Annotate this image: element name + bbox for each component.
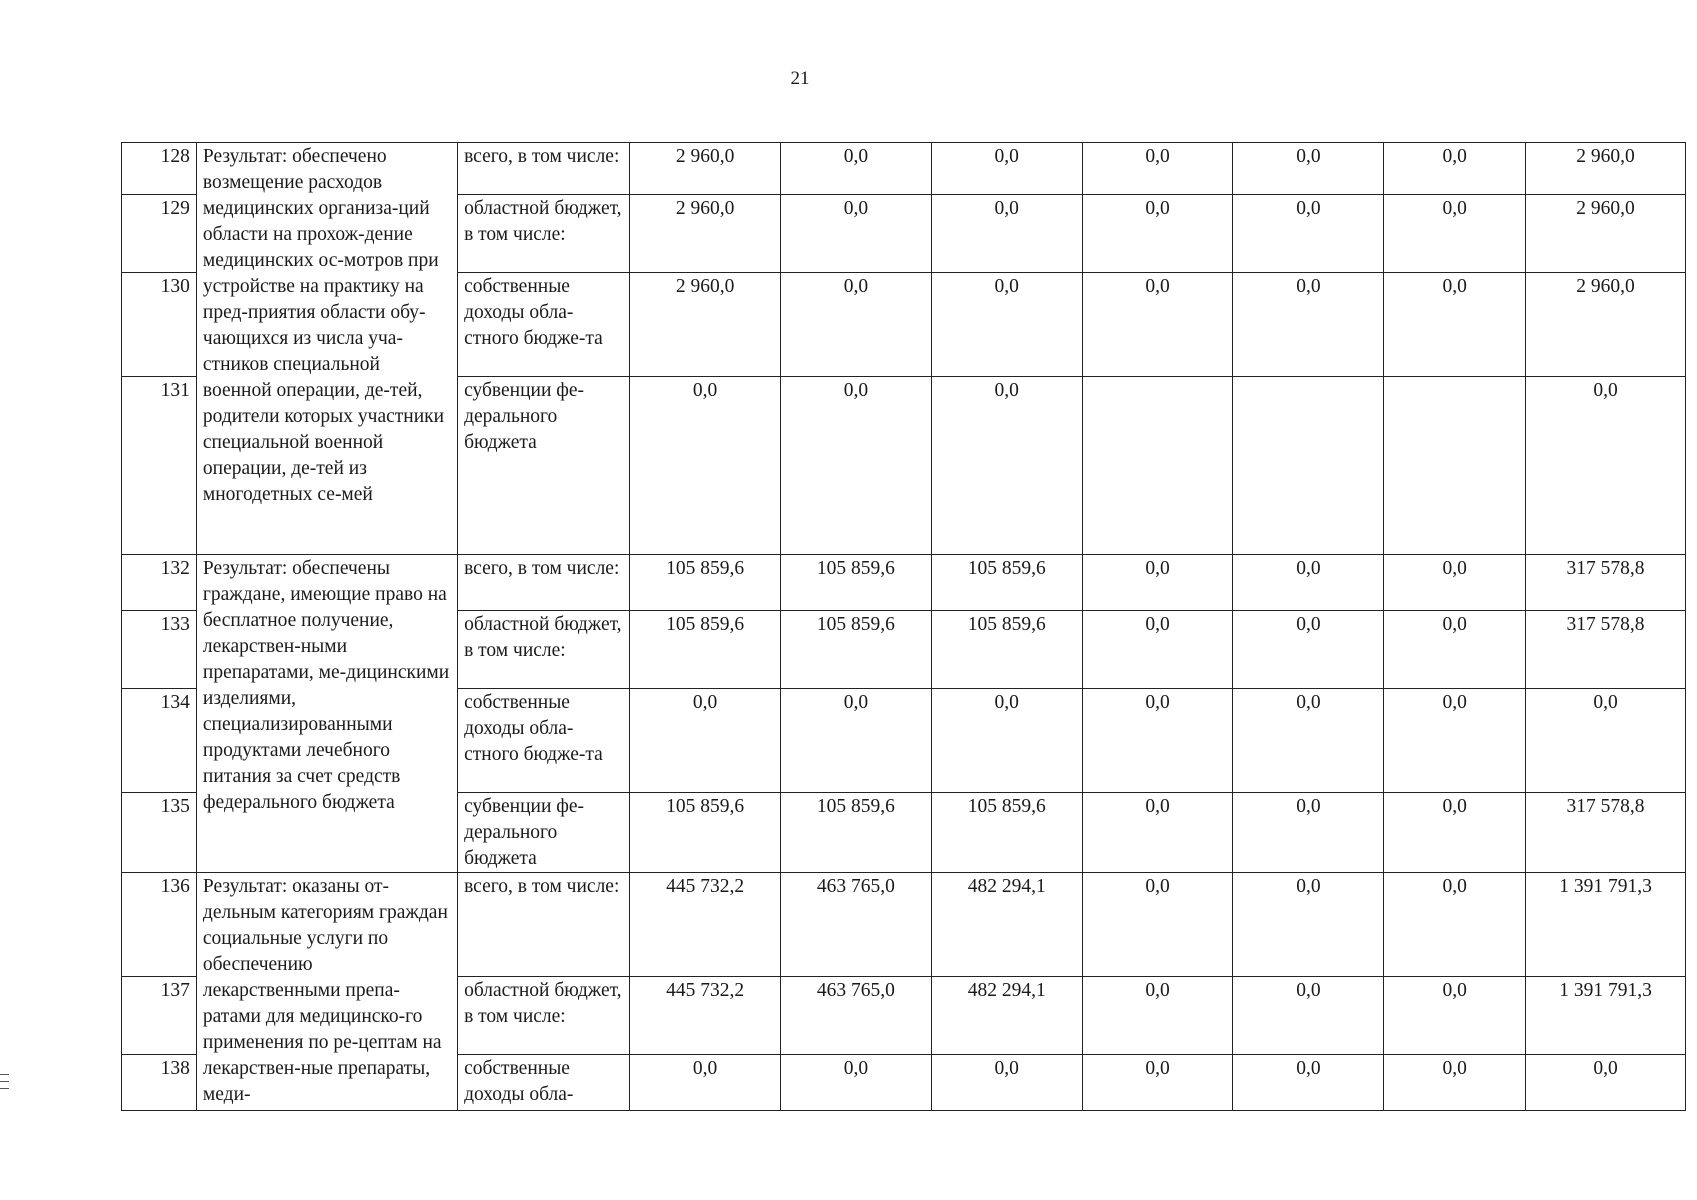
value-cell (1526, 793, 1686, 873)
value-text: 0,0 (1296, 276, 1321, 297)
value-cell (1082, 273, 1233, 377)
value-text: 445 732,2 (666, 980, 745, 1001)
value-text: 0,0 (1442, 276, 1467, 297)
value-text: 0,0 (692, 692, 718, 713)
value-cell (931, 793, 1082, 873)
table-row (122, 873, 1686, 977)
value-text: 0,0 (1442, 1058, 1467, 1079)
value-cell (1082, 793, 1233, 873)
value-cell (1082, 555, 1233, 611)
value-text: 0,0 (1145, 558, 1170, 579)
value-text: 105 859,6 (816, 614, 895, 635)
value-cell (780, 793, 931, 873)
value-text: 2 960,0 (675, 146, 735, 167)
value-text: 0,0 (1442, 876, 1467, 897)
value-cell (780, 377, 931, 555)
page-number: 21 (790, 68, 810, 89)
value-cell (1233, 1055, 1384, 1111)
value-cell (1082, 977, 1233, 1055)
row-number: 135 (122, 793, 197, 873)
value-cell (630, 873, 781, 977)
value-text: 0,0 (1593, 1058, 1618, 1079)
funding-source: всего, в том числе: (458, 873, 630, 977)
value-text: 463 765,0 (816, 980, 895, 1001)
value-text: 1 391 791,3 (1559, 980, 1652, 1001)
value-cell (931, 377, 1082, 555)
value-cell (630, 555, 781, 611)
value-text: 0,0 (1145, 198, 1170, 219)
value-cell (1384, 873, 1526, 977)
value-text: 0,0 (1145, 692, 1170, 713)
value-cell (630, 273, 781, 377)
value-text: 0,0 (843, 276, 869, 297)
funding-source: областной бюджет, в том числе: (458, 977, 630, 1055)
funding-source: областной бюджет, в том числе: (458, 195, 630, 273)
value-text: 0,0 (994, 198, 1019, 219)
value-text: 0,0 (1145, 276, 1170, 297)
value-cell (1526, 555, 1686, 611)
value-text: 0,0 (1296, 558, 1321, 579)
value-text: 0,0 (994, 692, 1019, 713)
value-cell (1082, 143, 1233, 195)
value-cell (1233, 977, 1384, 1055)
value-cell (1384, 977, 1526, 1055)
value-text: 0,0 (843, 692, 869, 713)
value-cell (1384, 273, 1526, 377)
value-text: 105 859,6 (666, 614, 745, 635)
value-cell (1384, 195, 1526, 273)
value-cell (630, 1055, 781, 1111)
value-cell (931, 143, 1082, 195)
funding-source: собственные доходы обла-стного бюдже-та (458, 273, 630, 377)
margin-binding-marks (0, 1074, 9, 1095)
value-text: 317 578,8 (1566, 796, 1645, 817)
value-cell (1526, 611, 1686, 689)
value-text: 0,0 (1442, 146, 1467, 167)
row-number: 137 (122, 977, 197, 1055)
value-text: 0,0 (994, 146, 1019, 167)
value-text: 0,0 (1296, 198, 1321, 219)
value-text: 463 765,0 (816, 876, 895, 897)
value-cell (1233, 195, 1384, 273)
row-number: 133 (122, 611, 197, 689)
value-cell (1384, 143, 1526, 195)
value-text: 0,0 (1442, 558, 1467, 579)
value-text: 105 859,6 (666, 796, 745, 817)
value-text: 2 960,0 (1576, 198, 1635, 219)
value-cell (1082, 195, 1233, 273)
value-cell (931, 195, 1082, 273)
value-text: 482 294,1 (967, 876, 1046, 897)
value-cell (1233, 611, 1384, 689)
value-cell (1526, 377, 1686, 555)
value-cell (780, 689, 931, 793)
value-cell (1082, 1055, 1233, 1111)
value-cell (1526, 873, 1686, 977)
value-cell (1526, 273, 1686, 377)
row-number: 129 (122, 195, 197, 273)
table-row (122, 555, 1686, 611)
budget-table-body (122, 143, 1686, 1111)
value-cell (931, 873, 1082, 977)
value-cell (780, 195, 931, 273)
value-cell (1526, 977, 1686, 1055)
value-cell (1082, 689, 1233, 793)
row-number: 132 (122, 555, 197, 611)
value-text: 317 578,8 (1566, 614, 1645, 635)
value-cell (630, 689, 781, 793)
budget-table (121, 142, 1686, 1111)
value-text: 0,0 (994, 1058, 1019, 1079)
value-text: 2 960,0 (675, 276, 735, 297)
row-number: 130 (122, 273, 197, 377)
row-number: 136 (122, 873, 197, 977)
value-cell (780, 611, 931, 689)
value-text: 0,0 (1296, 146, 1321, 167)
value-cell (1384, 1055, 1526, 1111)
table-row (122, 143, 1686, 195)
value-cell (931, 611, 1082, 689)
value-text: 0,0 (1593, 380, 1618, 401)
value-text: 0,0 (1296, 876, 1321, 897)
value-cell (931, 273, 1082, 377)
value-text: 0,0 (1442, 692, 1467, 713)
value-cell (1082, 611, 1233, 689)
value-cell (630, 611, 781, 689)
value-cell (1233, 873, 1384, 977)
result-description: Результат: обеспечены граждане, имеющие право на бесплатное получение, лекарствен-ными препаратами, ме-дицинскими изделиями, специализированными продуктами лечебного питания за счет средств федерального бюджета (196, 555, 457, 873)
value-text: 0,0 (1145, 796, 1170, 817)
value-text: 0,0 (994, 380, 1019, 401)
value-text: 105 859,6 (666, 558, 745, 579)
value-cell (1082, 873, 1233, 977)
value-cell (630, 377, 781, 555)
value-cell (1526, 689, 1686, 793)
value-text: 445 732,2 (666, 876, 745, 897)
value-text: 0,0 (843, 146, 869, 167)
result-description: Результат: оказаны от-дельным категориям граждан социальные услуги по обеспечению лекарственными препа-ратами для медицинско-го применения по ре-цептам на лекарствен-ные препараты, меди- (196, 873, 457, 1111)
row-number: 131 (122, 377, 197, 555)
value-text: 105 859,6 (816, 558, 895, 579)
value-cell (780, 977, 931, 1055)
value-text: 105 859,6 (967, 614, 1046, 635)
value-cell (1233, 555, 1384, 611)
value-text: 105 859,6 (967, 796, 1046, 817)
row-number: 134 (122, 689, 197, 793)
result-description: Результат: обеспечено возмещение расходов медицинских организа-ций области на прохож-дение медицинских ос-мотров при устройстве на практику на пред-приятия области обу-чающихся из числа уча-стников специальной военной операции, де-тей, родители которых участники специальной военной операции, де-тей из многодетных се-мей (196, 143, 457, 555)
value-cell (931, 1055, 1082, 1111)
funding-source: всего, в том числе: (458, 143, 630, 195)
value-cell (780, 1055, 931, 1111)
value-cell (1526, 1055, 1686, 1111)
value-cell (1526, 143, 1686, 195)
value-text: 0,0 (1296, 1058, 1321, 1079)
value-text: 0,0 (1296, 614, 1321, 635)
value-text: 0,0 (1442, 614, 1467, 635)
value-text: 0,0 (843, 380, 869, 401)
value-cell (1233, 273, 1384, 377)
value-cell (630, 793, 781, 873)
funding-source: собственные доходы обла-стного бюдже-та (458, 689, 630, 793)
value-text: 0,0 (1296, 980, 1321, 1001)
value-text: 0,0 (1442, 796, 1467, 817)
value-cell (1384, 793, 1526, 873)
value-cell (630, 143, 781, 195)
value-cell (931, 689, 1082, 793)
value-text: 0,0 (1593, 692, 1618, 713)
funding-source: субвенции фе-дерального бюджета (458, 377, 630, 555)
value-cell (1233, 377, 1384, 555)
funding-source: областной бюджет, в том числе: (458, 611, 630, 689)
value-cell (1082, 377, 1233, 555)
row-number: 138 (122, 1055, 197, 1111)
value-text: 2 960,0 (1576, 276, 1635, 297)
value-text: 0,0 (994, 276, 1019, 297)
value-text: 0,0 (1296, 692, 1321, 713)
funding-source: субвенции фе-дерального бюджета (458, 793, 630, 873)
value-text: 1 391 791,3 (1559, 876, 1652, 897)
value-cell (780, 273, 931, 377)
value-text: 0,0 (1296, 796, 1321, 817)
value-text: 0,0 (1442, 980, 1467, 1001)
value-cell (931, 977, 1082, 1055)
value-text: 0,0 (1145, 1058, 1170, 1079)
value-cell (1233, 143, 1384, 195)
value-cell (1233, 689, 1384, 793)
value-cell (630, 977, 781, 1055)
value-text: 0,0 (692, 380, 718, 401)
value-cell (1233, 793, 1384, 873)
value-text: 0,0 (843, 1058, 869, 1079)
value-text: 105 859,6 (967, 558, 1046, 579)
funding-source: всего, в том числе: (458, 555, 630, 611)
value-cell (780, 143, 931, 195)
value-text: 0,0 (692, 1058, 718, 1079)
value-cell (780, 555, 931, 611)
value-text: 105 859,6 (816, 796, 895, 817)
funding-source: собственные доходы обла- (458, 1055, 630, 1111)
value-text: 0,0 (1145, 980, 1170, 1001)
value-text: 2 960,0 (1576, 146, 1635, 167)
value-text: 0,0 (1145, 876, 1170, 897)
value-cell (1526, 195, 1686, 273)
value-cell (931, 555, 1082, 611)
value-text: 0,0 (1145, 614, 1170, 635)
value-cell (630, 195, 781, 273)
value-text: 317 578,8 (1566, 558, 1645, 579)
value-cell (1384, 555, 1526, 611)
value-text: 482 294,1 (967, 980, 1046, 1001)
value-text: 2 960,0 (675, 198, 735, 219)
value-cell (780, 873, 931, 977)
row-number: 128 (122, 143, 197, 195)
value-text: 0,0 (843, 198, 869, 219)
value-text: 0,0 (1442, 198, 1467, 219)
value-text: 0,0 (1145, 146, 1170, 167)
value-cell (1384, 689, 1526, 793)
value-cell (1384, 377, 1526, 555)
value-cell (1384, 611, 1526, 689)
